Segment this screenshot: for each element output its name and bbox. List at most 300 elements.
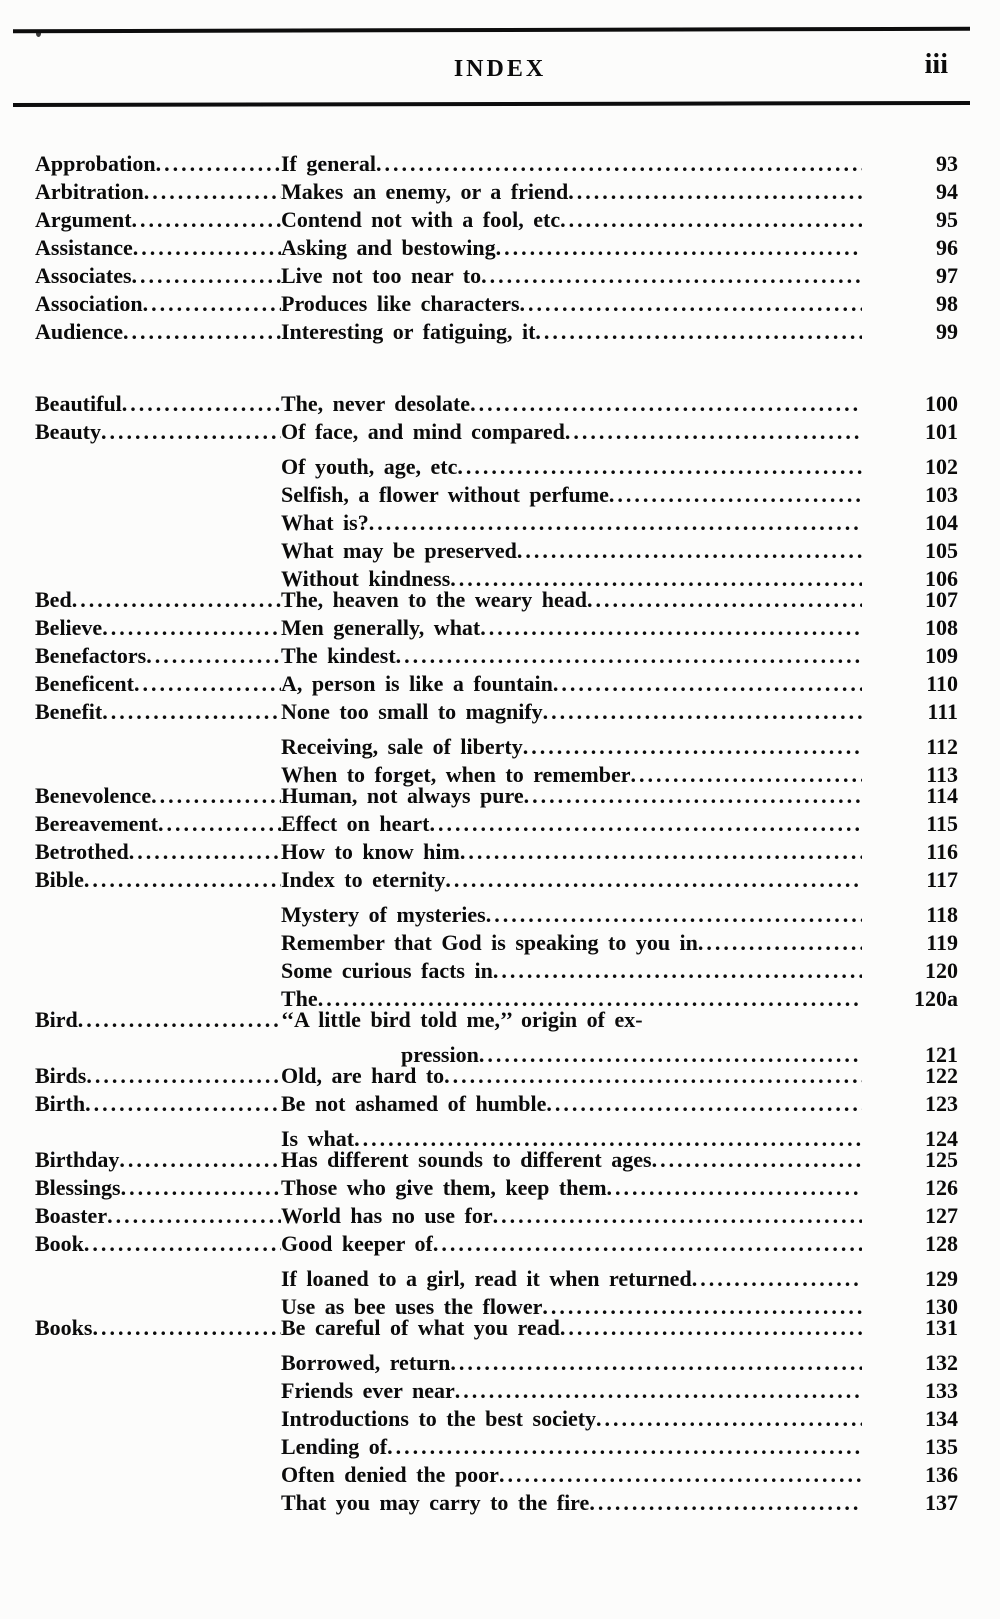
index-term-label: Audience	[35, 319, 123, 344]
index-term	[35, 290, 281, 318]
index-term-label: Benefactors	[35, 643, 147, 668]
index-term	[35, 1426, 281, 1454]
index-row	[35, 1146, 958, 1174]
dot-leader-icon	[143, 290, 281, 318]
index-description	[281, 1202, 862, 1230]
index-page-number: 98	[936, 291, 958, 316]
index-row	[35, 698, 958, 726]
dot-leader-icon	[535, 318, 862, 346]
index-term	[35, 782, 281, 810]
dot-leader-icon	[369, 509, 862, 537]
index-row	[35, 586, 958, 614]
index-row	[35, 1202, 958, 1230]
index-page-number: 123	[925, 1091, 958, 1116]
index-description-label: Selfish, a flower without perfume	[281, 482, 609, 507]
dot-leader-icon	[107, 1202, 281, 1230]
header-rule-top	[13, 27, 970, 34]
dot-leader-icon	[587, 586, 862, 614]
index-page-number: 134	[925, 1406, 958, 1431]
index-row	[35, 1342, 958, 1375]
index-page-number: 133	[925, 1378, 958, 1403]
index-description	[281, 1062, 862, 1090]
index-term	[35, 1482, 281, 1510]
dot-leader-icon	[129, 838, 281, 866]
dot-leader-icon	[546, 1090, 862, 1118]
index-description-label: The	[281, 986, 318, 1011]
dot-leader-icon	[121, 1174, 281, 1202]
index-description-label: Old, are hard to	[281, 1063, 445, 1088]
index-row	[35, 234, 958, 262]
index-term-label: Books	[35, 1315, 93, 1340]
index-description-label: Often denied the poor	[281, 1462, 499, 1487]
index-page-number: 127	[925, 1203, 958, 1228]
index-description	[281, 614, 862, 642]
index-description	[281, 318, 862, 346]
index-row	[35, 642, 958, 670]
index-term	[35, 1454, 281, 1482]
dot-leader-icon	[78, 1006, 281, 1034]
dot-leader-icon	[455, 1377, 862, 1405]
dot-leader-icon	[481, 262, 862, 290]
index-description-label: ‘‘A little bird told me,’’ origin of ex-	[281, 1007, 643, 1032]
index-page-number: 116	[926, 839, 958, 864]
index-row	[35, 866, 958, 894]
index-description-label: Mystery of mysteries	[281, 902, 486, 927]
index-term	[35, 866, 281, 894]
index-page-number: 105	[925, 538, 958, 563]
index-row	[35, 894, 958, 927]
page-header	[0, 49, 1000, 86]
index-list	[0, 150, 1000, 1515]
index-page-number: 137	[925, 1490, 958, 1515]
index-page-number: 93	[936, 151, 958, 176]
index-term	[35, 178, 281, 206]
index-description	[281, 1006, 862, 1034]
index-page-number: 99	[936, 319, 958, 344]
index-page-number: 111	[927, 699, 958, 724]
index-description	[281, 206, 862, 234]
index-page-number: 115	[926, 811, 958, 836]
index-term	[35, 446, 281, 474]
index-term-label: Beneficent	[35, 671, 134, 696]
index-description-label: World has no use for	[281, 1203, 493, 1228]
dot-leader-icon	[560, 1314, 862, 1342]
index-term	[35, 1286, 281, 1314]
index-page-number: 96	[936, 235, 958, 260]
index-description	[281, 957, 862, 985]
index-row	[35, 290, 958, 318]
index-description	[281, 178, 862, 206]
index-row	[35, 206, 958, 234]
dot-leader-icon	[84, 866, 281, 894]
index-page-number: 104	[925, 510, 958, 535]
index-description-label: Of youth, age, etc	[281, 454, 458, 479]
index-description-label: Has different sounds to different ages	[281, 1147, 652, 1172]
index-description-label: Receiving, sale of liberty	[281, 734, 523, 759]
index-page-number: 97	[936, 263, 958, 288]
index-term-label: Book	[35, 1231, 84, 1256]
index-page-number: 125	[925, 1147, 958, 1172]
index-description	[281, 1265, 862, 1293]
dot-leader-icon	[119, 1146, 281, 1174]
index-description-label: Use as bee uses the flower	[281, 1294, 543, 1319]
index-description-label: Borrowed, return	[281, 1350, 451, 1375]
index-description	[281, 509, 862, 537]
index-row	[35, 318, 958, 346]
index-term-label: Birds	[35, 1063, 87, 1088]
index-term	[35, 754, 281, 782]
index-page-number: 107	[925, 587, 958, 612]
index-term	[35, 1202, 281, 1230]
index-term	[35, 810, 281, 838]
index-description	[281, 262, 862, 290]
index-page-number: 109	[925, 643, 958, 668]
index-description	[281, 1146, 862, 1174]
dot-leader-icon	[589, 1489, 862, 1517]
index-term-label: Blessings	[35, 1175, 121, 1200]
index-term	[35, 950, 281, 978]
index-page-number: 128	[925, 1231, 958, 1256]
dot-leader-icon	[607, 1174, 862, 1202]
index-description-label: If general	[281, 151, 377, 176]
dot-leader-icon	[433, 1230, 862, 1258]
dot-leader-icon	[396, 642, 862, 670]
index-row	[35, 178, 958, 206]
index-description-label: Effect on heart	[281, 811, 430, 836]
index-term	[35, 1230, 281, 1258]
index-row	[35, 390, 958, 418]
index-description-label: What is?	[281, 510, 369, 535]
dot-leader-icon	[445, 866, 862, 894]
index-description	[281, 670, 862, 698]
dot-leader-icon	[460, 838, 862, 866]
index-description-label: The kindest	[281, 643, 396, 668]
index-page-number: 108	[925, 615, 958, 640]
index-description-label: Friends ever near	[281, 1378, 455, 1403]
dot-leader-icon	[493, 1202, 862, 1230]
index-description	[281, 782, 862, 810]
dot-leader-icon	[543, 698, 862, 726]
index-description	[281, 642, 862, 670]
index-page-number: 113	[926, 762, 958, 787]
index-description-label: What may be preserved	[281, 538, 517, 563]
index-term	[35, 1342, 281, 1370]
index-description	[281, 390, 862, 418]
index-term	[35, 558, 281, 586]
index-term	[35, 1398, 281, 1426]
index-description	[281, 1314, 862, 1342]
index-description	[281, 453, 862, 481]
index-term-label: Boaster	[35, 1203, 108, 1228]
index-description-label: Remember that God is speaking to you in	[281, 930, 698, 955]
index-description-label: Be careful of what you read	[281, 1315, 560, 1340]
index-page-number: 101	[925, 419, 958, 444]
index-description-label: Human, not always pure	[281, 783, 524, 808]
index-description-label: Men generally, what	[281, 615, 481, 640]
index-term-label: Association	[35, 291, 143, 316]
index-description	[281, 150, 862, 178]
index-page-number: 95	[936, 207, 958, 232]
index-term-label: Believe	[35, 615, 103, 640]
index-description-label: When to forget, when to remember	[281, 762, 631, 787]
dot-leader-icon	[151, 782, 281, 810]
dot-leader-icon	[144, 178, 281, 206]
index-term	[35, 614, 281, 642]
dot-leader-icon	[84, 1230, 281, 1258]
index-description	[281, 866, 862, 894]
index-description-label: Is what	[281, 1126, 355, 1151]
index-page-number: 94	[936, 179, 958, 204]
dot-leader-icon	[457, 453, 862, 481]
index-page-number: 121	[925, 1042, 958, 1067]
index-description-label: Be not ashamed of humble	[281, 1091, 547, 1116]
index-description	[281, 418, 862, 446]
dot-leader-icon	[122, 390, 281, 418]
index-row	[35, 1174, 958, 1202]
index-term	[35, 670, 281, 698]
dot-leader-icon	[520, 290, 862, 318]
index-description	[281, 481, 862, 509]
dot-leader-icon	[652, 1146, 862, 1174]
index-term	[35, 1146, 281, 1174]
index-description	[281, 234, 862, 262]
index-description-label: Interesting or fatiguing, it	[281, 319, 536, 344]
index-description	[281, 929, 862, 957]
index-term	[35, 978, 281, 1006]
index-description	[281, 290, 862, 318]
index-description	[281, 1230, 862, 1258]
dot-leader-icon	[698, 929, 862, 957]
index-row	[35, 1314, 958, 1342]
dot-leader-icon	[553, 670, 862, 698]
index-term	[35, 1090, 281, 1118]
index-page-number: 120a	[914, 986, 958, 1011]
dot-leader-icon	[156, 150, 281, 178]
dot-leader-icon	[86, 1062, 281, 1090]
dot-leader-icon	[444, 1062, 862, 1090]
index-term	[35, 150, 281, 178]
dot-leader-icon	[102, 614, 281, 642]
index-row	[35, 262, 958, 290]
dot-leader-icon	[146, 642, 281, 670]
dot-leader-icon	[493, 957, 862, 985]
index-description	[281, 1174, 862, 1202]
index-description	[281, 1433, 862, 1461]
index-page-number: 124	[925, 1126, 958, 1151]
index-term	[35, 1006, 281, 1034]
index-term	[35, 390, 281, 418]
index-description	[281, 1349, 862, 1377]
index-term-label: Birth	[35, 1091, 86, 1116]
index-row	[35, 810, 958, 838]
index-description-label: Without kindness	[281, 566, 451, 591]
dot-leader-icon	[470, 390, 862, 418]
index-term	[35, 894, 281, 922]
index-row	[35, 1258, 958, 1291]
dot-leader-icon	[102, 698, 281, 726]
dot-leader-icon	[430, 810, 862, 838]
index-term	[35, 206, 281, 234]
index-description	[281, 1377, 862, 1405]
index-term-label: Birthday	[35, 1147, 120, 1172]
index-term	[35, 642, 281, 670]
index-page-number: 110	[926, 671, 958, 696]
dot-leader-icon	[596, 1405, 862, 1433]
dot-leader-icon	[133, 234, 281, 262]
index-term-label: Bereavement	[35, 811, 158, 836]
dot-leader-icon	[486, 901, 862, 929]
index-page-number: 136	[925, 1462, 958, 1487]
index-row	[35, 150, 958, 178]
index-description-label: Asking and bestowing	[281, 235, 496, 260]
index-term-label: Arbitration	[35, 179, 144, 204]
index-description-label: Live not too near to	[281, 263, 482, 288]
folio-page-number: iii	[924, 49, 948, 80]
index-description	[281, 1090, 862, 1118]
index-term	[35, 698, 281, 726]
dot-leader-icon	[158, 810, 281, 838]
index-row	[35, 782, 958, 810]
index-row	[35, 614, 958, 642]
index-description-label: Introductions to the best society	[281, 1406, 597, 1431]
index-description-label: Makes an enemy, or a friend	[281, 179, 569, 204]
index-description-label: A, person is like a fountain	[281, 671, 553, 696]
index-row	[35, 670, 958, 698]
scanned-index-page	[0, 28, 1000, 1619]
dot-leader-icon	[85, 1090, 281, 1118]
index-description	[281, 901, 862, 929]
index-term	[35, 922, 281, 950]
dot-leader-icon	[523, 733, 862, 761]
dot-leader-icon	[101, 418, 281, 446]
index-row	[35, 418, 958, 446]
index-term	[35, 418, 281, 446]
index-description-label: Produces like characters	[281, 291, 520, 316]
index-page-number: 126	[925, 1175, 958, 1200]
section-gap	[35, 346, 958, 390]
dot-leader-icon	[496, 234, 862, 262]
dot-leader-icon	[517, 537, 862, 565]
index-term-label: Argument	[35, 207, 132, 232]
dot-leader-icon	[134, 670, 281, 698]
index-term	[35, 530, 281, 558]
index-page-number: 103	[925, 482, 958, 507]
index-description	[281, 810, 862, 838]
index-term-label: Associates	[35, 263, 132, 288]
index-term-label: Beautiful	[35, 391, 122, 416]
index-term-label: Bird	[35, 1007, 78, 1032]
index-page-number: 122	[925, 1063, 958, 1088]
index-term-label: Approbation	[35, 151, 156, 176]
index-description	[281, 733, 862, 761]
index-row	[35, 726, 958, 759]
index-page-number: 118	[926, 902, 958, 927]
index-description	[281, 1405, 862, 1433]
index-description	[281, 698, 862, 726]
index-description-label: How to know him	[281, 839, 460, 864]
index-row	[35, 1230, 958, 1258]
index-description	[281, 586, 862, 614]
index-row	[35, 1062, 958, 1090]
dot-leader-icon	[609, 481, 862, 509]
index-term	[35, 586, 281, 614]
index-description-label: The, never desolate	[281, 391, 471, 416]
dot-leader-icon	[568, 178, 862, 206]
index-term-label: Bible	[35, 867, 84, 892]
index-description	[281, 838, 862, 866]
index-term-label: Betrothed	[35, 839, 129, 864]
index-term	[35, 1034, 281, 1062]
index-page-number: 112	[926, 734, 958, 759]
index-page-number: 120	[925, 958, 958, 983]
dot-leader-icon	[376, 150, 862, 178]
index-page-number: 130	[925, 1294, 958, 1319]
index-term	[35, 474, 281, 502]
header-rule-bottom	[13, 101, 970, 107]
dot-leader-icon	[92, 1314, 281, 1342]
index-page-number: 129	[925, 1266, 958, 1291]
index-description-label: Good keeper of	[281, 1231, 433, 1256]
index-description	[281, 537, 862, 565]
index-term-label: Bed	[35, 587, 72, 612]
index-term	[35, 1118, 281, 1146]
index-term	[35, 726, 281, 754]
index-description-label: None too small to magnify	[281, 699, 543, 724]
index-description-label: That you may carry to the fire	[281, 1490, 590, 1515]
index-description-label: The, heaven to the weary head	[281, 587, 587, 612]
dot-leader-icon	[132, 206, 281, 234]
dot-leader-icon	[387, 1433, 862, 1461]
index-term	[35, 502, 281, 530]
dot-leader-icon	[499, 1461, 862, 1489]
index-description-label: Contend not with a fool, etc	[281, 207, 561, 232]
index-term	[35, 234, 281, 262]
index-term	[35, 262, 281, 290]
index-row	[35, 446, 958, 479]
dot-leader-icon	[692, 1265, 862, 1293]
index-row	[35, 1118, 958, 1151]
index-description-label: If loaned to a girl, read it when returned	[281, 1266, 692, 1291]
index-description	[281, 1489, 862, 1517]
dot-leader-icon	[560, 206, 862, 234]
index-row	[35, 1006, 958, 1034]
dot-leader-icon	[480, 614, 862, 642]
page-title: INDEX	[453, 56, 547, 82]
index-description-label: Some curious facts in	[281, 958, 493, 983]
index-page-number: 102	[925, 454, 958, 479]
index-term-label: Benevolence	[35, 783, 152, 808]
dot-leader-icon	[132, 262, 281, 290]
index-page-number: 119	[926, 930, 958, 955]
index-term	[35, 318, 281, 346]
index-term	[35, 1314, 281, 1342]
index-term	[35, 1258, 281, 1286]
index-row	[35, 1090, 958, 1118]
index-page-number: 132	[925, 1350, 958, 1375]
dot-leader-icon	[123, 318, 281, 346]
dot-leader-icon	[524, 782, 862, 810]
index-term	[35, 1370, 281, 1398]
index-description-label: Of face, and mind compared	[281, 419, 565, 444]
index-page-number: 114	[926, 783, 958, 808]
index-row	[35, 838, 958, 866]
index-description-label: pression	[401, 1042, 479, 1067]
index-term-label: Benefit	[35, 699, 103, 724]
index-description-label: Those who give them, keep them	[281, 1175, 607, 1200]
index-page-number: 106	[925, 566, 958, 591]
index-description-label: Index to eternity	[281, 867, 446, 892]
index-term	[35, 1062, 281, 1090]
